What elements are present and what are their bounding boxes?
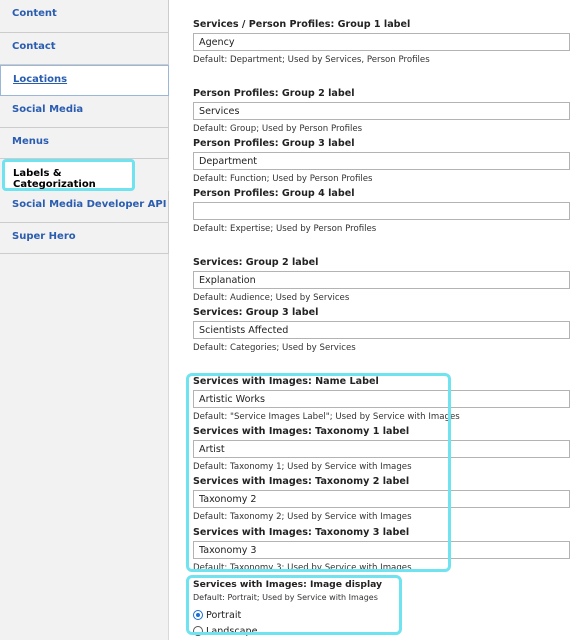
field-label: Person Profiles: Group 2 label: [193, 88, 355, 99]
field-img-name: [193, 375, 570, 423]
sidebar: [0, 0, 169, 640]
pp-group2-label-input[interactable]: [193, 102, 570, 120]
svc-group2-label-input[interactable]: [193, 271, 570, 289]
field-help: Default: Categories; Used by Services: [193, 343, 356, 353]
pp-group3-label-input[interactable]: [193, 152, 570, 170]
tab-labels-categorization[interactable]: Labels & Categorization: [2, 159, 135, 191]
field-svc-group2: [193, 256, 570, 304]
field-img-tax1: [193, 425, 570, 473]
img-name-label-input[interactable]: [193, 390, 570, 408]
field-label: Services: Group 2 label: [193, 257, 319, 268]
img-tax1-label-input[interactable]: [193, 440, 570, 458]
field-help: Default: Function; Used by Person Profiles: [193, 174, 373, 184]
tab-super-hero[interactable]: Super Hero: [0, 223, 169, 255]
tab-social-media-developer-api[interactable]: Social Media Developer API: [0, 191, 169, 223]
tab-menus[interactable]: Menus: [0, 128, 169, 160]
field-help: Default: Taxonomy 3; Used by Service with Images: [193, 563, 412, 573]
field-label: Person Profiles: Group 3 label: [193, 138, 355, 149]
sidebar-tabs: [0, 0, 169, 254]
img-tax2-label-input[interactable]: [193, 490, 570, 508]
field-svc-group3: [193, 306, 570, 354]
field-label: Person Profiles: Group 4 label: [193, 188, 355, 199]
field-help: Default: Taxonomy 1; Used by Service with Images: [193, 462, 412, 472]
field-help: Default: Group; Used by Person Profiles: [193, 124, 363, 134]
svc-group3-label-input[interactable]: [193, 321, 570, 339]
tab-locations[interactable]: Locations: [0, 65, 169, 97]
tab-content[interactable]: Content: [0, 0, 169, 33]
field-pp-group3: [193, 137, 570, 185]
field-image-display: [193, 578, 570, 639]
pp-group4-label-input[interactable]: [193, 202, 570, 220]
field-help: Default: "Service Images Label"; Used by Service with Images: [193, 412, 460, 422]
group1-label-input[interactable]: [193, 33, 570, 51]
field-label: Services with Images: Taxonomy 2 label: [193, 476, 410, 487]
field-help: Default: Taxonomy 2; Used by Service with Images: [193, 512, 412, 522]
field-help: Default: Audience; Used by Services: [193, 293, 350, 303]
field-pp-group2: [193, 87, 570, 135]
field-img-tax2: [193, 475, 570, 523]
field-label: Services / Person Profiles: Group 1 label: [193, 19, 411, 30]
field-label: Services with Images: Name Label: [193, 376, 379, 387]
tab-social-media[interactable]: Social Media: [0, 96, 169, 128]
field-help: Default: Expertise; Used by Person Profiles: [193, 224, 377, 234]
field-label: Services with Images: Taxonomy 1 label: [193, 426, 410, 437]
radio-landscape[interactable]: [193, 623, 570, 639]
radio-label: Landscape: [206, 625, 258, 637]
radio-portrait[interactable]: [193, 607, 570, 623]
field-group1: [193, 18, 570, 66]
field-img-tax3: [193, 526, 570, 574]
radio-unchecked-icon[interactable]: [193, 626, 203, 636]
tab-contact[interactable]: Contact: [0, 33, 169, 65]
field-label: Services with Images: Taxonomy 3 label: [193, 527, 410, 538]
field-label: Services with Images: Image display: [193, 579, 382, 590]
field-help: Default: Portrait; Used by Service with Images: [193, 593, 378, 602]
img-tax3-label-input[interactable]: [193, 541, 570, 559]
field-label: Services: Group 3 label: [193, 307, 319, 318]
radio-checked-icon[interactable]: [193, 610, 203, 620]
field-help: Default: Department; Used by Services, Person Profiles: [193, 55, 430, 65]
field-pp-group4: [193, 187, 570, 235]
radio-label: Portrait: [206, 609, 242, 621]
